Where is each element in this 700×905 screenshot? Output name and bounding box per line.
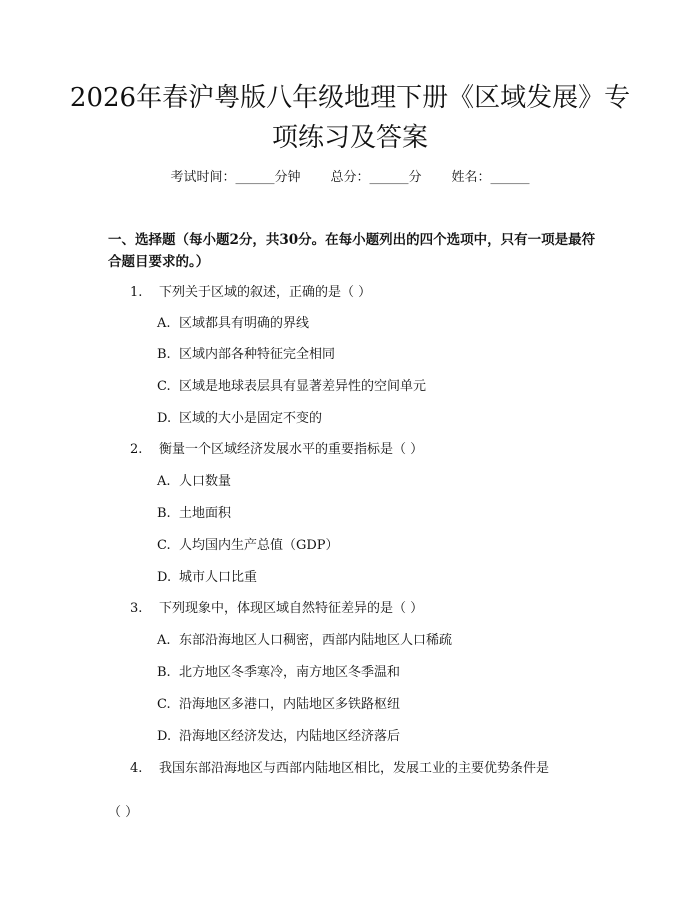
question-4-answer-bracket: （ ） (108, 805, 139, 820)
option-text: 土地面积 (179, 506, 232, 521)
question-number: 2. (130, 442, 143, 457)
option-letter: D. (157, 729, 172, 744)
option-text: 人口数量 (179, 474, 232, 489)
question-number: 3. (130, 601, 143, 616)
question-1-option-a (157, 314, 309, 334)
question-number: 1. (130, 285, 143, 300)
question-3-option-b (157, 663, 400, 683)
option-text: 沿海地区经济发达，内陆地区经济落后 (179, 729, 401, 744)
question-number: 4. (130, 761, 143, 776)
exam-info-row (0, 168, 700, 188)
option-text: 区域的大小是固定不变的 (179, 411, 323, 426)
option-letter: D. (157, 570, 172, 585)
question-3-option-a (157, 631, 452, 651)
question-text: 衡量一个区域经济发展水平的重要指标是（ ） (159, 442, 424, 457)
question-1-option-b (157, 345, 335, 365)
option-text: 区域都具有明确的界线 (179, 316, 310, 331)
option-letter: C. (157, 538, 171, 553)
option-letter: A. (157, 316, 171, 331)
question-2-option-c (157, 536, 339, 556)
question-text: 下列关于区域的叙述，正确的是（ ） (159, 285, 372, 300)
student-name-field: 姓名：______ (451, 170, 530, 185)
question-text: 下列现象中，体现区域自然特征差异的是（ ） (159, 601, 424, 616)
section-heading: 一、选择题（每小题2分，共30分。在每小题列出的四个选项中，只有一项是最符合题目要求的。） (108, 232, 596, 270)
total-score-field: 总分：______分 (330, 170, 422, 185)
question-2-option-a (157, 472, 231, 492)
option-text: 区域是地球表层具有显著差异性的空间单元 (179, 379, 427, 394)
option-letter: B. (157, 347, 171, 362)
question-3-option-d (157, 727, 400, 747)
question-2-option-d (157, 568, 257, 588)
option-letter: A. (157, 474, 171, 489)
option-text: 北方地区冬季寒冷，南方地区冬季温和 (179, 665, 401, 680)
option-letter: C. (157, 697, 171, 712)
option-text: 东部沿海地区人口稠密，西部内陆地区人口稀疏 (179, 633, 453, 648)
option-text: 区域内部各种特征完全相同 (179, 347, 336, 362)
exam-time-field: 考试时间：______分钟 (170, 170, 301, 185)
option-text: 城市人口比重 (179, 570, 258, 585)
question-2-option-b (157, 504, 231, 524)
option-letter: B. (157, 506, 171, 521)
document-title: 2026年春沪粤版八年级地理下册《区域发展》专项练习及答案 (69, 83, 631, 153)
question-text: 我国东部沿海地区与西部内陆地区相比，发展工业的主要优势条件是 (159, 761, 550, 776)
option-letter: D. (157, 411, 172, 426)
question-1-option-c (157, 377, 426, 397)
option-letter: B. (157, 665, 171, 680)
question-1-option-d (157, 409, 322, 429)
option-letter: C. (157, 379, 171, 394)
option-text: 沿海地区多港口，内陆地区多铁路枢纽 (179, 697, 401, 712)
option-text: 人均国内生产总值（GDP） (179, 538, 339, 553)
question-3-option-c (157, 695, 400, 715)
option-letter: A. (157, 633, 171, 648)
